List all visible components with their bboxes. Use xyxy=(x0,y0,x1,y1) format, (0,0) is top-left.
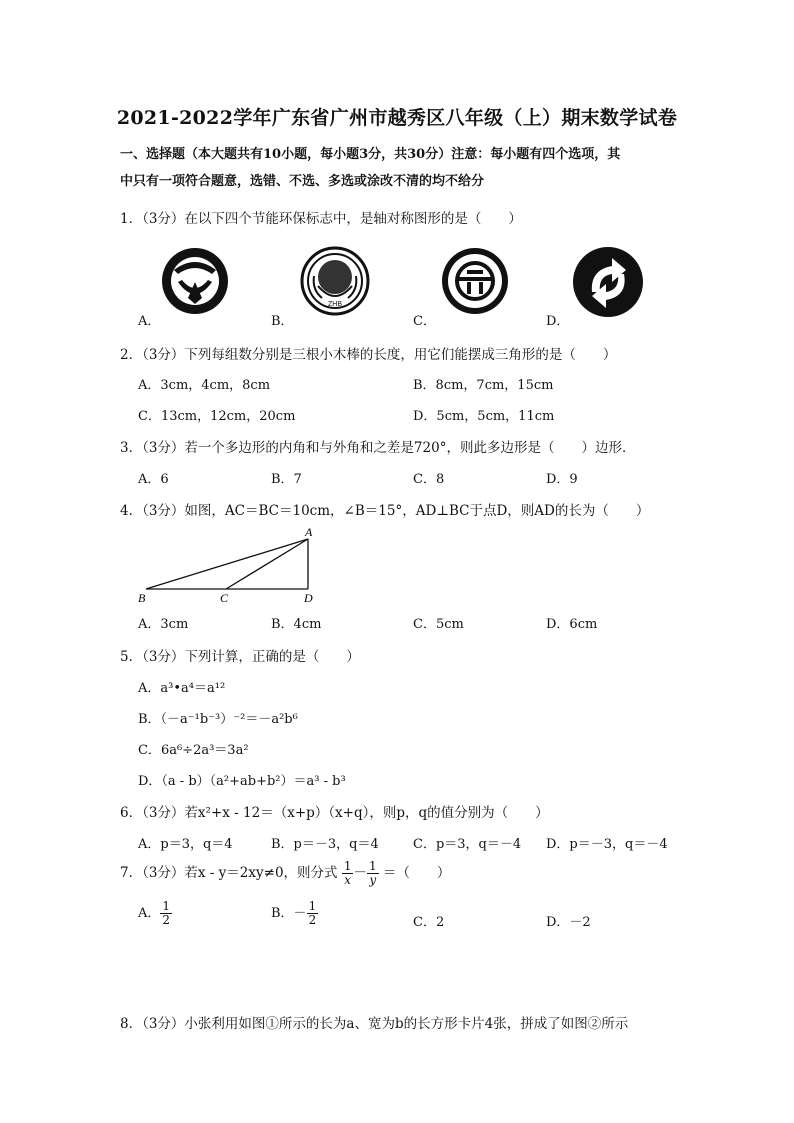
recycling-arrows-logo-icon xyxy=(572,246,644,318)
q7-option-a-fraction xyxy=(160,900,172,927)
q3-option-a: A．6 xyxy=(138,472,169,487)
q7-stem-prefix: 7．（3分）若x - y＝2xy≠0，则分式 xyxy=(120,865,338,881)
q5-option-c: C．6a⁶÷2a³＝3a² xyxy=(138,743,249,758)
q1-option-a: A． xyxy=(138,314,161,329)
q7-a-den: 2 xyxy=(162,913,171,927)
q7-fraction-1 xyxy=(342,860,354,887)
point-a-label: A xyxy=(305,525,313,539)
q7-b-den: 2 xyxy=(308,913,317,927)
q4-option-b: B．4cm xyxy=(271,617,322,632)
environmental-label-logo-icon xyxy=(300,246,370,316)
triangle-figure xyxy=(130,524,330,606)
exam-title: 2021-2022学年广东省广州市越秀区八年级（上）期末数学试卷 xyxy=(116,107,678,129)
q7-option-a-label: A． xyxy=(138,906,161,921)
q2-option-b: B．8cm，7cm，15cm xyxy=(413,378,554,393)
q7-frac2-den: y xyxy=(369,873,377,887)
q7-option-b-fraction xyxy=(307,900,319,927)
q2-option-a: A．3cm，4cm，8cm xyxy=(138,378,271,393)
q7-option-b-label: B．－ xyxy=(271,906,307,921)
q7-fraction-2 xyxy=(367,860,379,887)
q7-option-b xyxy=(271,900,318,927)
q4-stem: 4．（3分）如图，AC＝BC＝10cm，∠B＝15°，AD⊥BC于点D，则AD的长为（ ） xyxy=(120,503,650,519)
point-c-label: C xyxy=(220,591,229,605)
q7-option-a xyxy=(138,900,172,927)
q7-frac1-den: x xyxy=(344,873,352,887)
q7-option-d: D．－2 xyxy=(546,915,591,930)
q6-option-b: B．p＝－3，q＝4 xyxy=(271,837,379,852)
q3-stem: 3．（3分）若一个多边形的内角和与外角和之差是720°，则此多边形是（ ）边形． xyxy=(120,440,636,456)
q3-option-d: D．9 xyxy=(546,472,578,487)
q4-option-a: A．3cm xyxy=(138,617,189,632)
q7-b-num: 1 xyxy=(308,899,317,913)
section-line-2: 中只有一项符合题意，选错、不选、多选或涂改不清的均不给分 xyxy=(120,174,485,189)
q7-minus: － xyxy=(353,865,367,881)
q7-stem xyxy=(120,860,450,887)
section-line-1: 一、选择题（本大题共有10小题，每小题3分，共30分）注意：每小题有四个选项，其 xyxy=(120,147,621,162)
q3-option-c: C．8 xyxy=(413,472,445,487)
q7-option-c: C．2 xyxy=(413,915,445,930)
point-d-label: D xyxy=(304,591,313,605)
q5-option-a: A．a³•a⁴＝a¹² xyxy=(138,681,226,696)
q6-option-c: C．p＝3，q＝－4 xyxy=(413,837,522,852)
q7-stem-suffix: ＝（ ） xyxy=(382,865,451,881)
point-b-label: B xyxy=(138,591,146,605)
q6-stem: 6．（3分）若x²+x - 12＝（x+p）（x+q），则p，q的值分别为（ ） xyxy=(120,805,549,821)
q7-a-num: 1 xyxy=(162,899,171,913)
q4-option-c: C．5cm xyxy=(413,617,464,632)
q5-option-b: B．（－a⁻¹b⁻³）⁻²＝－a²b⁶ xyxy=(138,712,298,727)
q6-option-a: A．p＝3，q＝4 xyxy=(138,837,233,852)
q2-option-d: D．5cm，5cm，11cm xyxy=(413,409,555,424)
q2-stem: 2．（3分）下列每组数分别是三根小木棒的长度，用它们能摆成三角形的是（ ） xyxy=(120,347,617,363)
q8-stem: 8．（3分）小张利用如图①所示的长为a、宽为b的长方形卡片4张，拼成了如图②所示 xyxy=(120,1016,629,1032)
q2-option-c: C．13cm，12cm，20cm xyxy=(138,409,296,424)
q5-option-d: D．（a - b）（a²+ab+b²）＝a³ - b³ xyxy=(138,774,346,789)
q1-option-c: C． xyxy=(413,314,436,329)
q7-frac2-num: 1 xyxy=(368,859,377,873)
q3-option-b: B．7 xyxy=(271,472,302,487)
q4-option-d: D．6cm xyxy=(546,617,598,632)
q5-stem: 5．（3分）下列计算，正确的是（ ） xyxy=(120,649,360,665)
q7-frac1-num: 1 xyxy=(343,859,352,873)
svg-text:ZHB: ZHB xyxy=(328,301,342,308)
section-instructions xyxy=(120,141,680,195)
energy-label-logo-icon xyxy=(160,246,230,316)
q1-option-b: B． xyxy=(271,314,294,329)
q1-stem: 1．（3分）在以下四个节能环保标志中，是轴对称图形的是（ ） xyxy=(120,211,522,227)
q1-option-d: D． xyxy=(546,314,570,329)
water-saving-logo-icon xyxy=(440,246,510,316)
q6-option-d: D．p＝－3，q＝－4 xyxy=(546,837,668,852)
